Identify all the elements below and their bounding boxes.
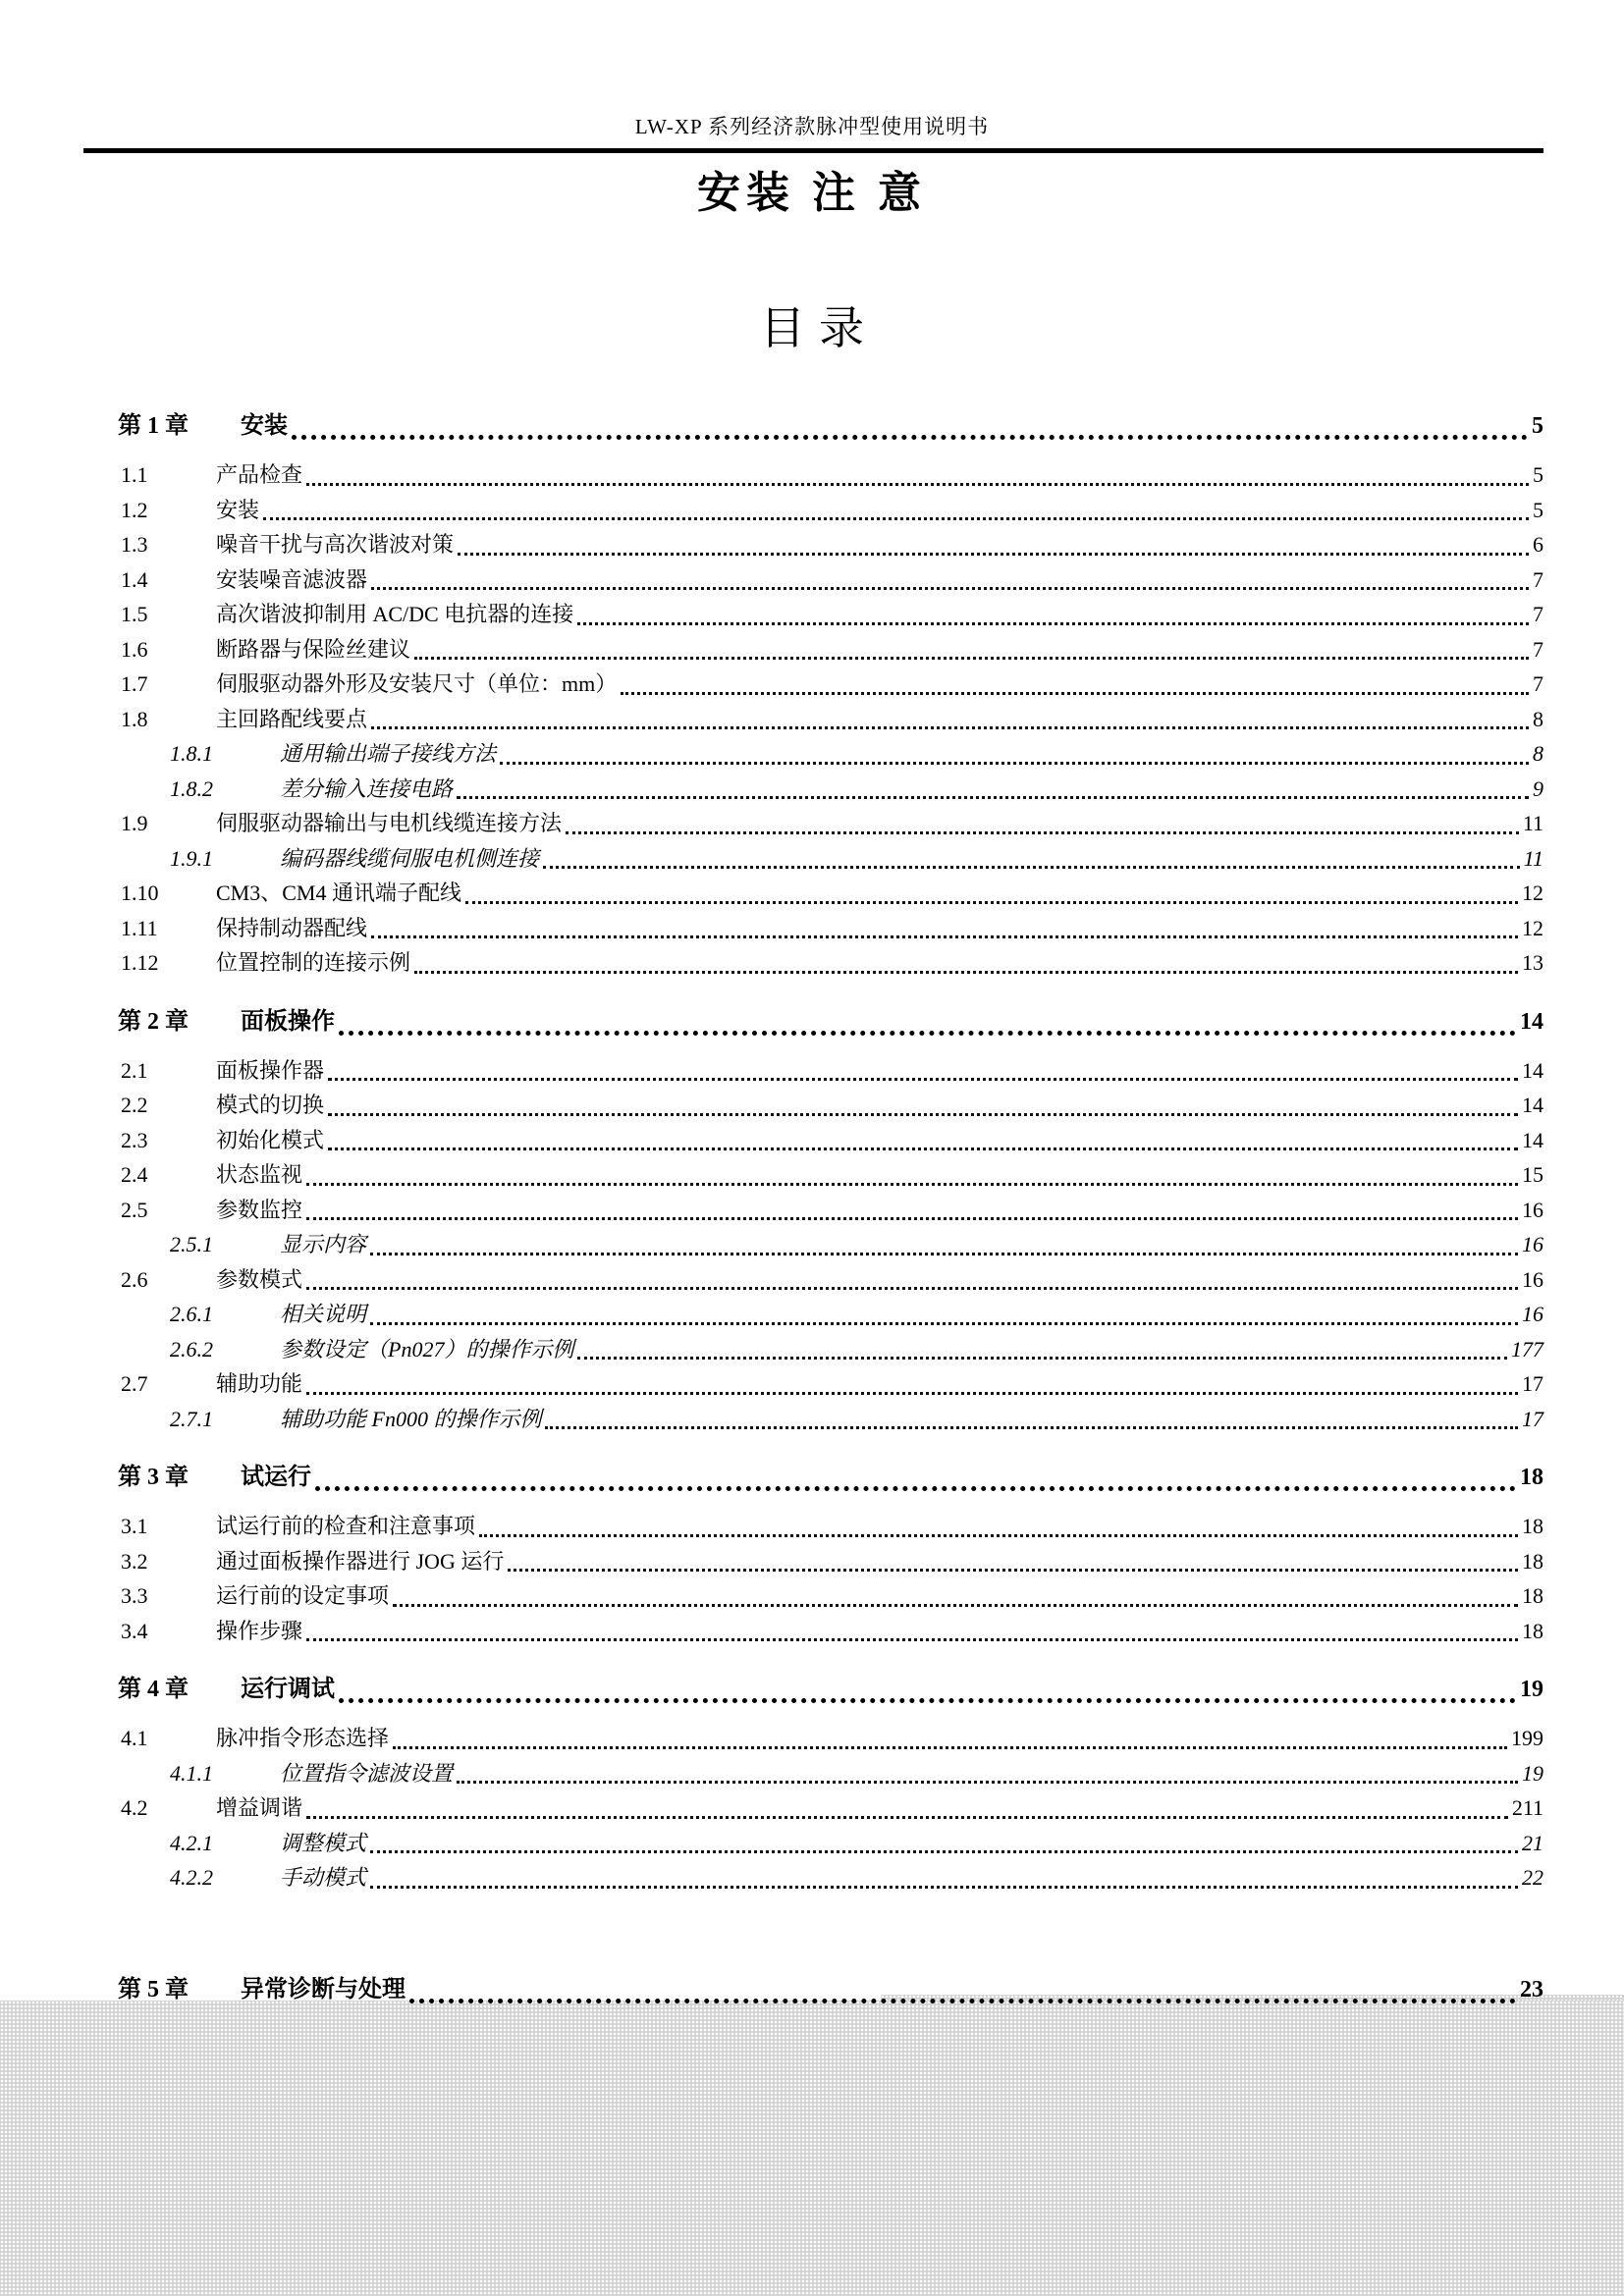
toc-entry-row[interactable] <box>118 1790 1543 1826</box>
toc-entry-page: 8 <box>1533 706 1543 731</box>
toc-entry-row[interactable] <box>118 1756 1543 1791</box>
doc-header-title: LW-XP 系列经济款脉冲型使用说明书 <box>634 115 990 138</box>
toc-entry-title: 操作步骤 <box>216 1618 303 1643</box>
toc-entry-number: 第 2 章 <box>118 1008 189 1035</box>
toc-entry-page: 9 <box>1533 775 1543 801</box>
toc-entry-title: 面板操作器 <box>216 1057 325 1083</box>
toc-entry-title: 主回路配线要点 <box>216 706 368 731</box>
toc-entry-title: 模式的切换 <box>216 1093 325 1117</box>
toc-entry-row[interactable] <box>118 457 1543 493</box>
toc-entry-row[interactable] <box>118 1193 1543 1228</box>
toc-entry-title: 差分输入连接电路 <box>280 775 454 801</box>
toc-entry-title: 试运行前的检查和注意事项 <box>216 1514 476 1538</box>
toc-entry-page: 18 <box>1520 1465 1543 1490</box>
dot-leader <box>457 796 1529 799</box>
dot-leader <box>339 1031 1516 1036</box>
toc-chapter-row[interactable] <box>118 1970 1543 2009</box>
dot-leader <box>621 692 1529 695</box>
toc-entry-row[interactable] <box>118 1227 1543 1262</box>
toc-entry-page: 14 <box>1522 1093 1543 1117</box>
toc-entry-title: 位置指令滤波设置 <box>280 1760 454 1786</box>
dot-leader <box>393 1746 1507 1749</box>
toc-entry-title: 调整模式 <box>280 1830 367 1855</box>
toc-entry-number: 第 4 章 <box>118 1677 189 1702</box>
toc-entry-number: 2.6.1 <box>170 1302 213 1326</box>
toc-entry-number: 1.9.1 <box>170 845 213 871</box>
toc-entry-row[interactable] <box>118 736 1543 772</box>
toc-entry-number: 1.9 <box>121 811 148 835</box>
dot-leader <box>465 901 1518 904</box>
toc-entry-page: 17 <box>1522 1371 1543 1396</box>
dot-leader <box>409 1999 1516 2003</box>
toc-entry-number: 1.3 <box>121 532 148 557</box>
toc-entry-page: 14 <box>1522 1057 1543 1083</box>
toc-entry-number: 1.8 <box>121 706 148 731</box>
toc-entry-number: 1.4 <box>121 566 148 592</box>
toc-entry-page: 7 <box>1533 602 1543 626</box>
toc-entry-title: 显示内容 <box>280 1232 367 1256</box>
toc-entry-page: 16 <box>1522 1232 1543 1256</box>
toc-entry-title: 状态监视 <box>216 1162 303 1187</box>
toc-entry-number: 第 3 章 <box>118 1465 189 1490</box>
toc-entry-title: 安装 <box>216 497 260 522</box>
toc-entry-title: 位置控制的连接示例 <box>216 950 411 975</box>
toc-entry-title: 参数设定（Pn027）的操作示例 <box>280 1336 574 1362</box>
toc-entry-title: 安装 <box>241 413 288 439</box>
toc-entry-page: 6 <box>1533 532 1543 557</box>
toc-entry-row[interactable] <box>118 562 1543 598</box>
toc-entry-row[interactable] <box>118 1088 1543 1123</box>
toc-list <box>0 406 1624 2009</box>
toc-entry-page: 7 <box>1533 636 1543 662</box>
toc-entry-number: 1.2 <box>121 497 148 522</box>
toc-entry-page: 16 <box>1522 1266 1543 1292</box>
toc-entry-row[interactable] <box>118 1366 1543 1402</box>
toc-entry-page: 12 <box>1522 915 1543 940</box>
toc-entry-title: 异常诊断与处理 <box>241 1976 406 2002</box>
toc-entry-page: 18 <box>1522 1583 1543 1608</box>
toc-entry-page: 7 <box>1533 671 1543 696</box>
toc-entry-number: 1.8.1 <box>170 741 213 766</box>
toc-entry-page: 12 <box>1522 881 1543 905</box>
toc-entry-number: 1.1 <box>121 462 148 487</box>
toc-entry-number: 2.3 <box>121 1127 148 1152</box>
dot-leader <box>414 657 1529 660</box>
toc-entry-title: CM3、CM4 通讯端子配线 <box>216 881 461 905</box>
toc-entry-row[interactable] <box>118 702 1543 737</box>
toc-entry-title: 断路器与保险丝建议 <box>216 636 411 662</box>
dot-leader <box>328 1148 1518 1150</box>
toc-entry-page: 11 <box>1522 811 1543 835</box>
toc-entry-page: 5 <box>1532 413 1543 439</box>
toc-entry-page: 199 <box>1511 1726 1543 1750</box>
toc-entry-row[interactable] <box>118 1544 1543 1579</box>
toc-entry-number: 1.11 <box>121 915 158 940</box>
toc-entry-number: 1.7 <box>121 671 148 696</box>
toc-entry-number: 第 5 章 <box>118 1976 189 2002</box>
dot-leader <box>577 1357 1507 1360</box>
toc-entry-page: 7 <box>1533 566 1543 592</box>
toc-entry-title: 产品检查 <box>216 462 303 487</box>
dot-leader <box>328 1078 1518 1081</box>
toc-entry-number: 1.10 <box>121 881 159 905</box>
toc-entry-page: 16 <box>1522 1302 1543 1326</box>
toc-entry-number: 3.2 <box>121 1548 148 1574</box>
toc-entry-row[interactable] <box>118 1860 1543 1896</box>
toc-entry-page: 15 <box>1522 1162 1543 1187</box>
dot-leader <box>545 1426 1518 1429</box>
toc-entry-page: 14 <box>1520 1008 1543 1035</box>
toc-entry-title: 伺服驱动器外形及安装尺寸（单位：mm） <box>216 671 618 696</box>
toc-entry-number: 2.6 <box>121 1266 148 1292</box>
toc-entry-page: 17 <box>1522 1406 1543 1431</box>
dot-leader <box>371 587 1529 590</box>
toc-entry-title: 运行调试 <box>241 1677 335 1702</box>
toc-entry-number: 4.1 <box>121 1726 148 1750</box>
toc-entry-number: 2.6.2 <box>170 1336 213 1362</box>
toc-entry-title: 通用输出端子接线方法 <box>280 741 497 766</box>
dot-leader <box>457 1781 1518 1784</box>
toc-entry-page: 5 <box>1533 462 1543 487</box>
toc-entry-number: 2.2 <box>121 1093 148 1117</box>
toc-entry-page: 211 <box>1511 1795 1543 1820</box>
toc-entry-page: 22 <box>1522 1865 1543 1890</box>
toc-entry-row[interactable] <box>118 493 1543 528</box>
toc-entry-row[interactable] <box>118 876 1543 911</box>
toc-entry-row[interactable] <box>118 911 1543 946</box>
toc-entry-page: 18 <box>1522 1618 1543 1643</box>
toc-entry-row[interactable] <box>118 527 1543 562</box>
dot-leader <box>328 1113 1518 1116</box>
toc-entry-row[interactable] <box>118 667 1543 702</box>
dot-leader <box>370 1886 1518 1889</box>
toc-entry-title: 伺服驱动器输出与电机线缆连接方法 <box>216 811 563 835</box>
dot-leader <box>306 1287 1518 1290</box>
toc-entry-title: 编码器线缆伺服电机侧连接 <box>280 845 540 871</box>
toc-entry-number: 4.2 <box>121 1795 148 1820</box>
dot-leader <box>306 1816 1508 1819</box>
toc-entry-row[interactable] <box>118 1509 1543 1544</box>
toc-entry-title: 辅助功能 Fn000 的操作示例 <box>280 1406 542 1431</box>
dot-leader <box>371 726 1529 729</box>
dot-leader <box>292 435 1528 440</box>
toc-entry-row[interactable] <box>118 1402 1543 1437</box>
toc-entry-page: 177 <box>1511 1336 1543 1362</box>
toc-entry-number: 4.1.1 <box>170 1760 213 1786</box>
toc-entry-title: 辅助功能 <box>216 1371 303 1396</box>
toc-entry-row[interactable] <box>118 1157 1543 1193</box>
toc-entry-title: 噪音干扰与高次谐波对策 <box>216 532 455 557</box>
dot-leader <box>370 1322 1518 1325</box>
toc-entry-number: 3.1 <box>121 1514 148 1538</box>
toc-entry-title: 面板操作 <box>241 1008 335 1035</box>
toc-entry-number: 4.2.2 <box>170 1865 213 1890</box>
toc-entry-row[interactable] <box>118 1721 1543 1756</box>
toc-entry-title: 初始化模式 <box>216 1127 325 1152</box>
page-title: 安装 注 意 <box>697 169 927 217</box>
toc-entry-number: 1.8.2 <box>170 775 213 801</box>
toc-chapter-row[interactable] <box>118 406 1543 446</box>
dot-leader <box>414 971 1518 974</box>
toc-entry-row[interactable] <box>118 632 1543 667</box>
toc-entry-page: 19 <box>1520 1677 1543 1702</box>
toc-entry-page: 18 <box>1522 1548 1543 1574</box>
toc-entry-title: 参数监控 <box>216 1197 303 1222</box>
toc-chapter-row[interactable] <box>118 1002 1543 1041</box>
header-rule <box>83 148 1543 153</box>
toc-entry-page: 16 <box>1522 1197 1543 1222</box>
toc-entry-row[interactable] <box>118 806 1543 841</box>
toc-entry-number: 1.6 <box>121 636 148 662</box>
toc-entry-number: 3.4 <box>121 1618 148 1643</box>
dot-leader <box>500 762 1529 765</box>
dot-leader <box>543 866 1520 869</box>
toc-entry-row[interactable] <box>118 1614 1543 1649</box>
dot-leader <box>370 1850 1518 1853</box>
dot-leader <box>306 1183 1518 1186</box>
dot-leader <box>458 553 1529 556</box>
toc-entry-row[interactable] <box>118 1826 1543 1861</box>
dot-leader <box>393 1604 1518 1607</box>
toc-entry-title: 脉冲指令形态选择 <box>216 1726 390 1750</box>
toc-entry-number: 2.4 <box>121 1162 148 1187</box>
toc-entry-row[interactable] <box>118 1262 1543 1298</box>
toc-entry-title: 通过面板操作器进行 JOG 运行 <box>216 1548 505 1574</box>
dot-leader <box>508 1569 1518 1572</box>
toc-title: 目录 <box>760 303 878 353</box>
toc-entry-page: 8 <box>1533 741 1543 766</box>
bottom-gray-band <box>0 2001 1624 2296</box>
toc-entry-number: 第 1 章 <box>118 413 189 439</box>
dot-leader <box>315 1486 1516 1491</box>
toc-entry-number: 1.12 <box>121 950 159 975</box>
toc-entry-title: 高次谐波抑制用 AC/DC 电抗器的连接 <box>216 602 574 626</box>
dot-leader <box>263 517 1529 520</box>
toc-entry-title: 运行前的设定事项 <box>216 1583 390 1608</box>
toc-entry-number: 2.1 <box>121 1057 148 1083</box>
dot-leader <box>479 1534 1518 1537</box>
toc-entry-page: 19 <box>1522 1760 1543 1786</box>
toc-entry-row[interactable] <box>118 1297 1543 1332</box>
toc-entry-number: 2.5.1 <box>170 1232 213 1256</box>
toc-entry-row[interactable] <box>118 945 1543 981</box>
toc-entry-number: 1.5 <box>121 602 148 626</box>
toc-entry-number: 2.5 <box>121 1197 148 1222</box>
dot-leader <box>306 1638 1518 1641</box>
toc-entry-row[interactable] <box>118 841 1543 877</box>
toc-entry-row[interactable] <box>118 1578 1543 1614</box>
dot-leader <box>306 483 1529 486</box>
toc-entry-title: 安装噪音滤波器 <box>216 566 368 592</box>
toc-entry-title: 参数模式 <box>216 1266 303 1292</box>
dot-leader <box>339 1698 1516 1703</box>
toc-entry-page: 5 <box>1533 497 1543 522</box>
dot-leader <box>566 831 1519 834</box>
toc-chapter-row[interactable] <box>118 1670 1543 1709</box>
dot-leader <box>306 1392 1518 1395</box>
dot-leader <box>577 622 1529 625</box>
toc-entry-title: 增益调谐 <box>216 1795 303 1820</box>
toc-entry-page: 23 <box>1520 1976 1543 2002</box>
toc-entry-row[interactable] <box>118 597 1543 632</box>
toc-chapter-row[interactable] <box>118 1458 1543 1497</box>
toc-entry-number: 3.3 <box>121 1583 148 1608</box>
toc-entry-number: 2.7 <box>121 1371 148 1396</box>
toc-entry-row[interactable] <box>118 1123 1543 1158</box>
dot-leader <box>370 1253 1518 1255</box>
toc-entry-title: 相关说明 <box>280 1302 367 1326</box>
toc-entry-page: 13 <box>1522 950 1543 975</box>
toc-entry-row[interactable] <box>118 1053 1543 1089</box>
toc-entry-number: 4.2.1 <box>170 1830 213 1855</box>
toc-entry-number: 2.7.1 <box>170 1406 213 1431</box>
toc-entry-page: 11 <box>1523 845 1543 871</box>
toc-entry-title: 保持制动器配线 <box>216 915 368 940</box>
dot-leader <box>306 1217 1518 1220</box>
toc-entry-page: 18 <box>1522 1514 1543 1538</box>
toc-entry-row[interactable] <box>118 772 1543 807</box>
dot-leader <box>371 935 1518 938</box>
toc-entry-row[interactable] <box>118 1332 1543 1367</box>
toc-entry-title: 试运行 <box>241 1465 311 1490</box>
toc-entry-page: 21 <box>1522 1830 1543 1855</box>
toc-entry-page: 14 <box>1522 1127 1543 1152</box>
toc-entry-title: 手动模式 <box>280 1865 367 1890</box>
